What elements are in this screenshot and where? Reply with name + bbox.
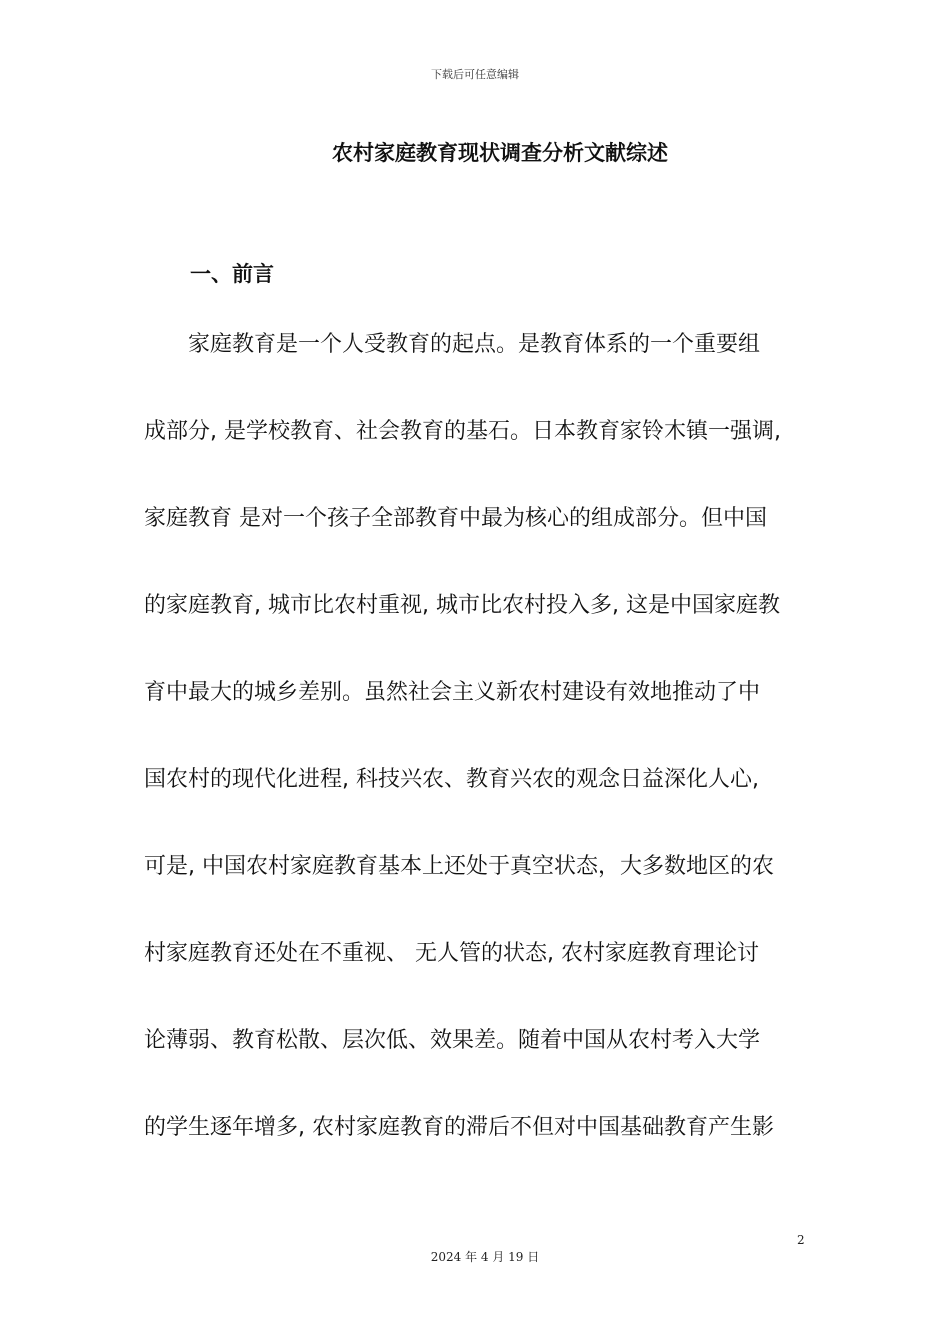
body-line: 村家庭教育还处在不重视、 无人管的状态, 农村家庭教育理论讨 [144,941,759,966]
document-title: 农村家庭教育现状调查分析文献综述 [332,141,668,165]
body-line: 国农村的现代化进程, 科技兴农、教育兴农的观念日益深化人心, [144,767,759,792]
body-line: 家庭教育 是对一个孩子全部教育中最为核心的组成部分。但中国 [144,506,767,531]
footer-date: 2024 年 4 月 19 日 [430,1250,540,1264]
page-header-note: 下载后可任意编辑 [431,68,519,81]
body-line: 论薄弱、教育松散、层次低、效果差。随着中国从农村考入大学 [144,1028,761,1053]
page-number: 2 [797,1233,805,1247]
body-line: 成部分, 是学校教育、社会教育的基石。日本教育家铃木镇一强调, [144,419,781,444]
section-heading: 一、前言 [190,262,274,286]
body-line: 的学生逐年增多, 农村家庭教育的滞后不但对中国基础教育产生影 [144,1115,774,1140]
body-line: 家庭教育是一个人受教育的起点。是教育体系的一个重要组 [144,332,761,357]
body-line: 育中最大的城乡差别。虽然社会主义新农村建设有效地推动了中 [144,680,761,705]
body-line: 可是, 中国农村家庭教育基本上还处于真空状态，大多数地区的农 [144,854,774,879]
body-line: 的家庭教育, 城市比农村重视, 城市比农村投入多, 这是中国家庭教 [144,593,780,618]
